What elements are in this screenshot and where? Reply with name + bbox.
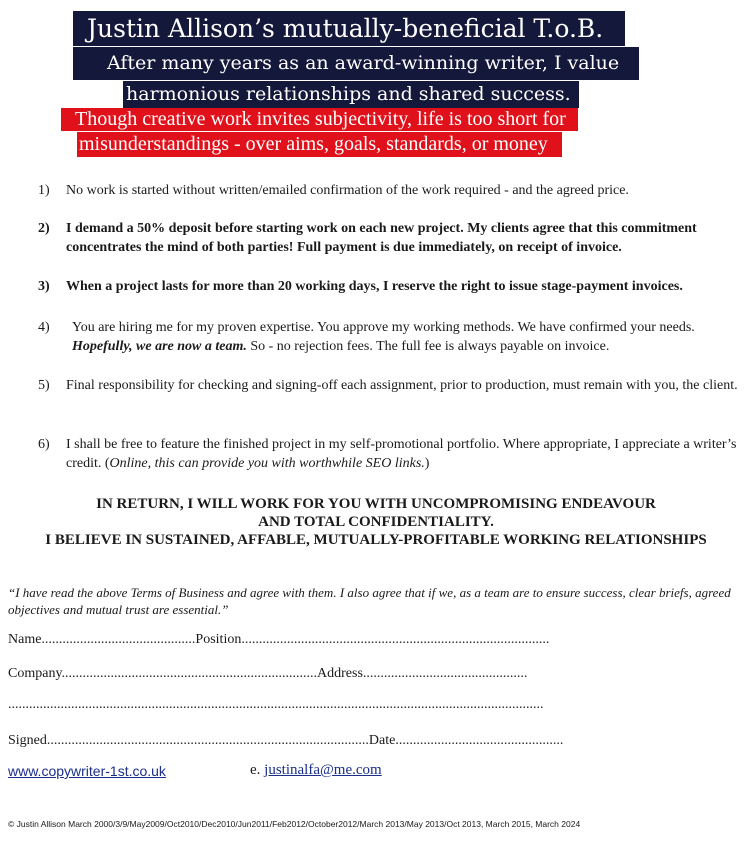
closing-statement — [0, 495, 752, 549]
term-number: 5) — [38, 378, 50, 393]
term-text: No work is started without written/emailed confirmation of the work required - and the agreed price. — [66, 183, 629, 198]
term-text: Final responsibility for checking and signing-off each assignment, prior to production, must remain with you, the client. — [66, 378, 738, 393]
term-1 — [38, 181, 748, 200]
term-number: 2) — [38, 221, 50, 236]
header-line-5: misunderstandings - over aims, goals, standards, or money — [77, 132, 562, 157]
term-text-part: You are hiring me for my proven expertise. You approve my working methods. We have confirmed your needs. — [72, 320, 695, 335]
term-number: 4) — [38, 320, 50, 335]
term-4 — [38, 318, 748, 356]
header-line-4: Though creative work invites subjectivity, life is too short for — [61, 108, 578, 131]
closing-line-2: AND TOTAL CONFIDENTIALITY. — [258, 514, 494, 530]
term-text — [72, 318, 748, 356]
website-link[interactable]: www.copywriter-1st.co.uk — [8, 763, 166, 779]
header-line-2: After many years as an award-winning writer, I value — [73, 47, 639, 80]
email-prefix: e. — [250, 762, 265, 778]
closing-line-3: I BELIEVE IN SUSTAINED, AFFABLE, MUTUALLY-PROFITABLE WORKING RELATIONSHIPS — [45, 532, 707, 548]
header-title: Justin Allison’s mutually-beneficial T.o.B. — [73, 11, 625, 46]
copyright-notice: © Justin Allison March 2000/3/9/May2009/Oct2010/Dec2010/Jun2011/Feb2012/October2012/March 2013/May 2013/Oct 2013, March 2015, March 2024 — [8, 819, 581, 829]
term-text: I demand a 50% deposit before starting work on each new project. My clients agree that this commitment concentrates the mind of both parties! Full payment is due immediately, on receipt of invoice. — [66, 221, 697, 255]
term-text-part: I shall be free to feature the finished project in my self-promotional portfolio. Where appropriate, I appreciate a writer’s credit. ( — [66, 437, 737, 471]
term-text-part: ) — [424, 456, 430, 471]
term-number: 6) — [38, 437, 50, 452]
email-contact — [250, 762, 382, 779]
term-text-emphasis: Online, this can provide you with worthwhile SEO links. — [109, 456, 425, 471]
term-text-emphasis: Hopefully, we are now a team. — [72, 339, 247, 354]
term-6 — [38, 435, 748, 473]
term-3 — [38, 277, 748, 296]
term-2 — [38, 219, 748, 257]
signed-date-line[interactable]: Signed............................................................................................Date................................................ — [8, 733, 564, 748]
name-position-line[interactable]: Name............................................Position........................................................................................ — [8, 632, 550, 647]
term-5 — [38, 376, 748, 395]
header-line-3: harmonious relationships and shared success. — [123, 81, 579, 108]
email-link[interactable]: justinalfa@me.com — [264, 762, 382, 778]
closing-line-1: IN RETURN, I WILL WORK FOR YOU WITH UNCOMPROMISING ENDEAVOUR — [96, 496, 656, 512]
term-text: When a project lasts for more than 20 working days, I reserve the right to issue stage-payment invoices. — [66, 279, 683, 294]
term-number: 3) — [38, 279, 50, 294]
agreement-statement: “I have read the above Terms of Business and agree with them. I also agree that if we, as a team are to ensure success, clear briefs, agreed objectives and mutual trust are essential.” — [8, 585, 731, 617]
term-number: 1) — [38, 183, 50, 198]
term-text-part: So - no rejection fees. The full fee is always payable on invoice. — [250, 339, 610, 354]
term-text — [66, 435, 748, 473]
blank-line[interactable]: ......................................................................................................................................................... — [8, 697, 544, 712]
company-address-line[interactable]: Company.........................................................................Address............................................... — [8, 666, 528, 681]
